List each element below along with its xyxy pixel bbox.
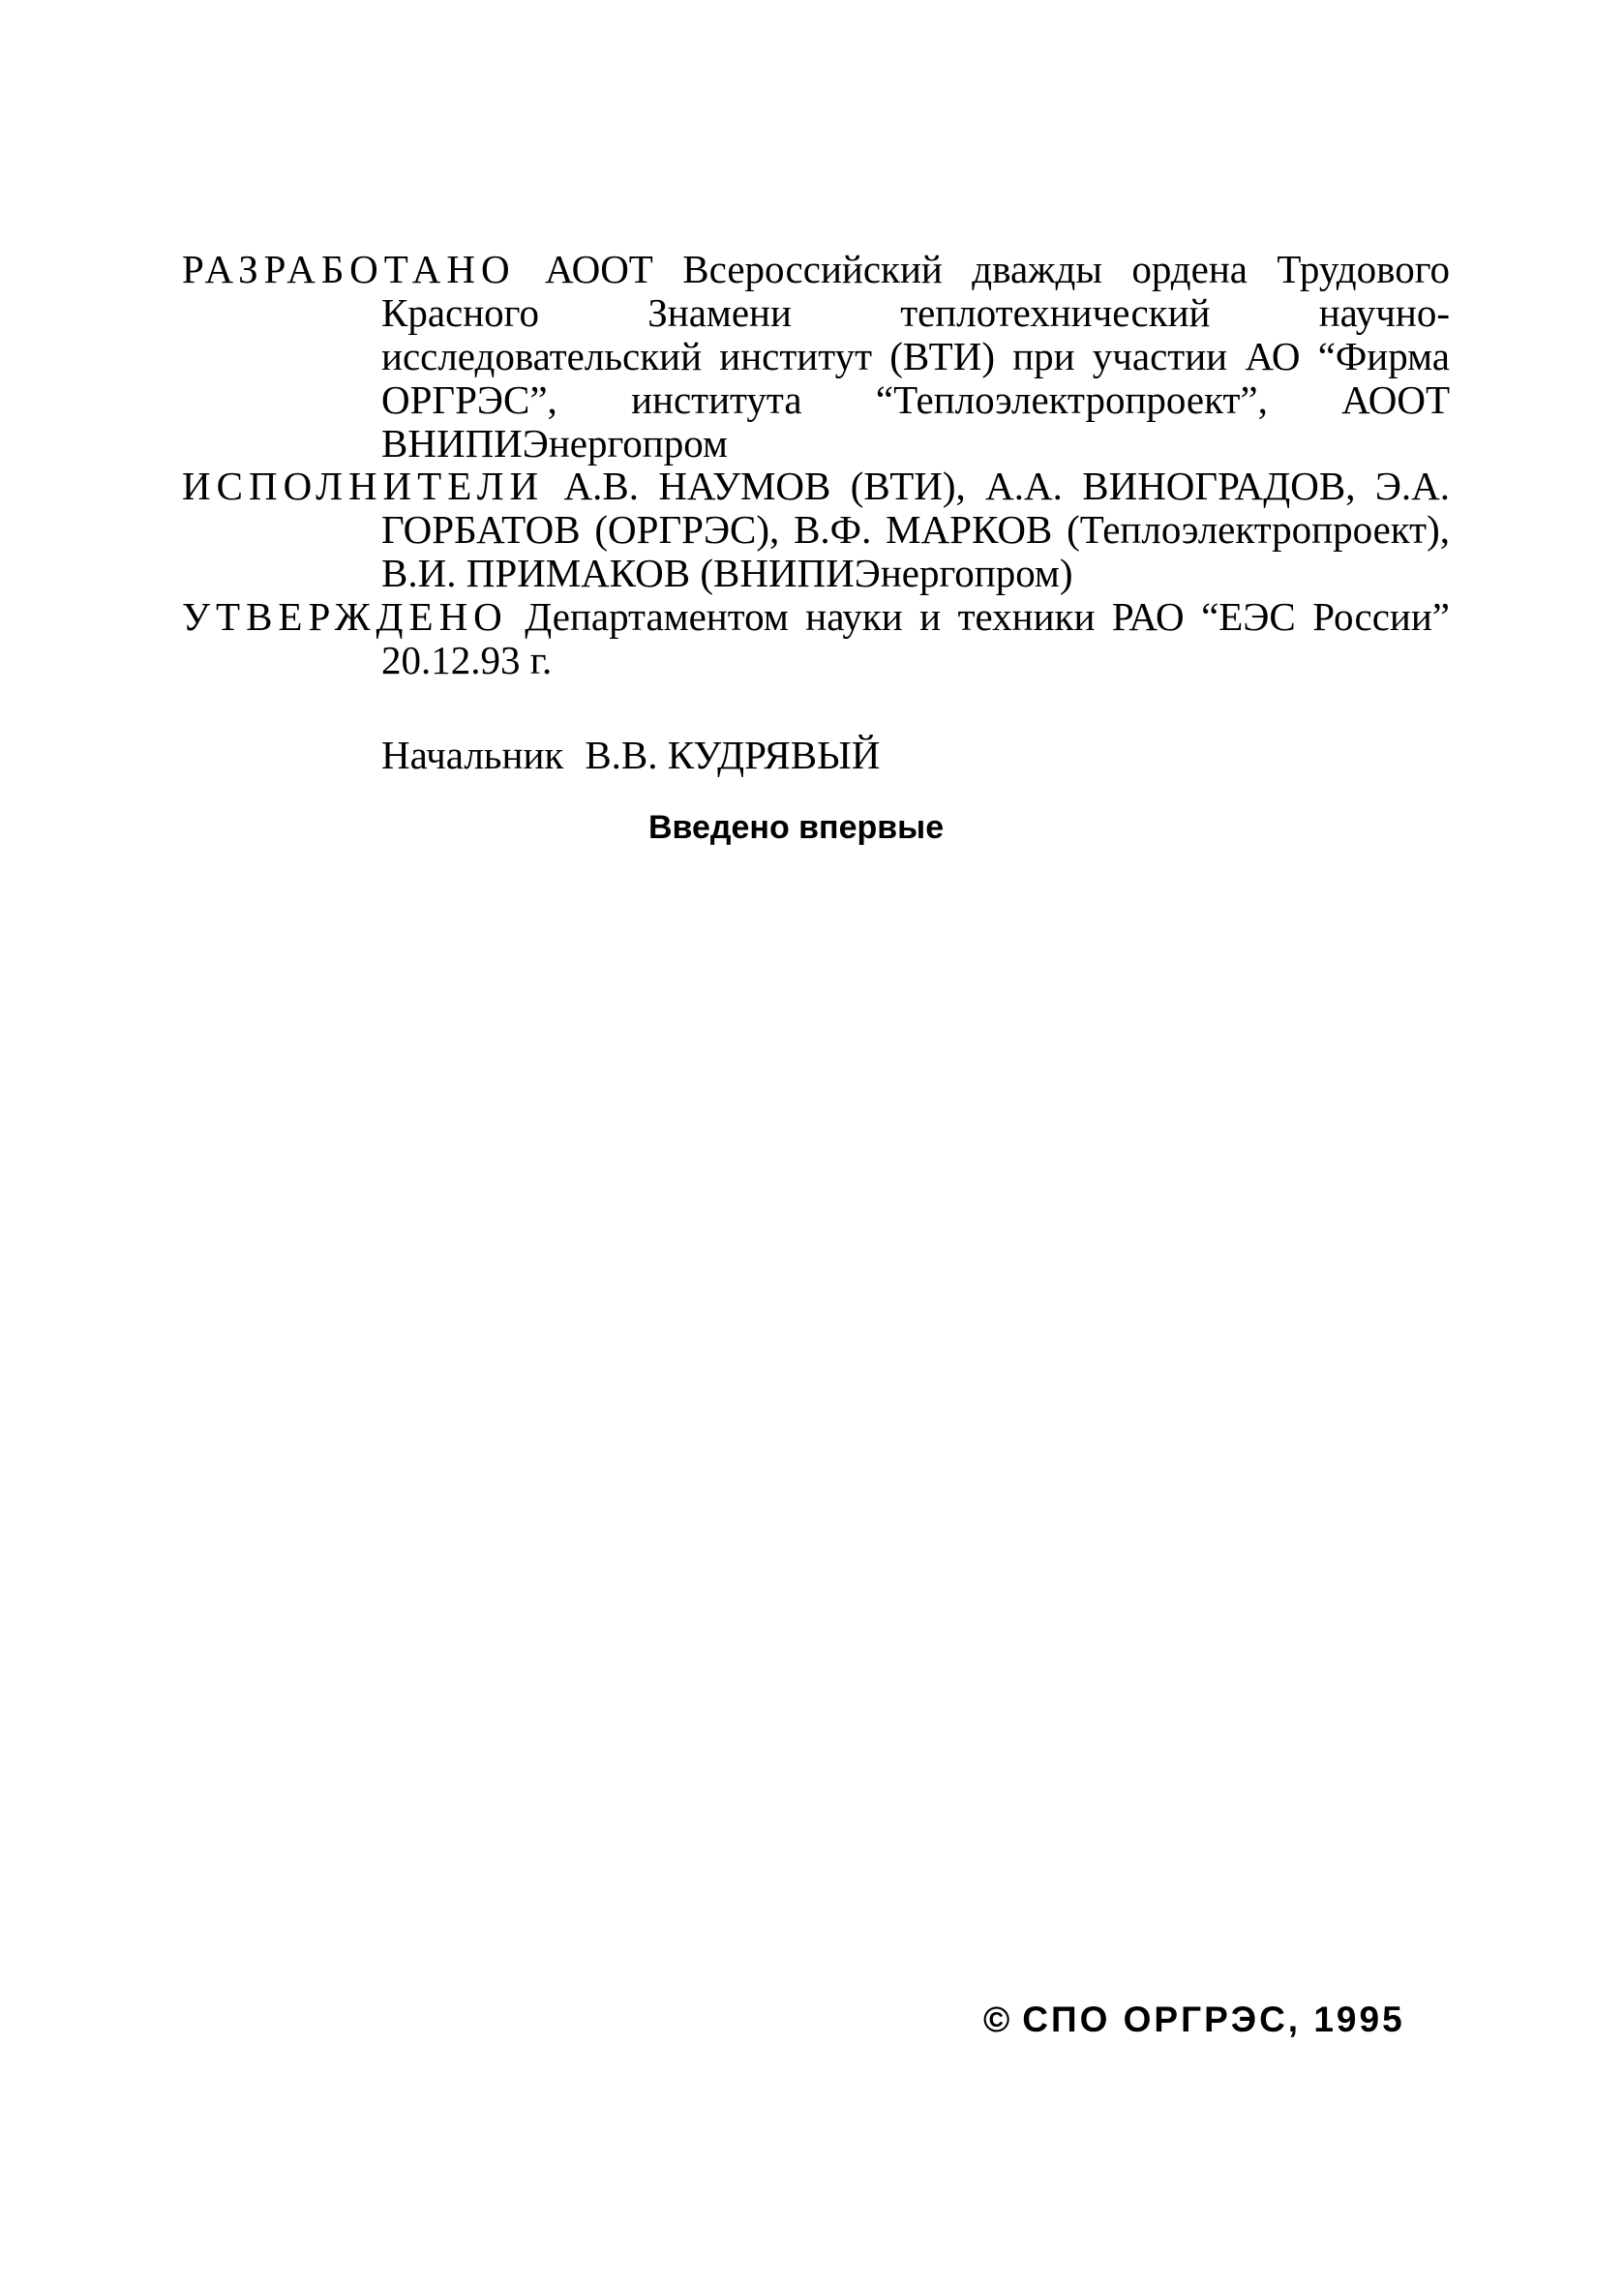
approved-label: УТВЕРЖДЕНО xyxy=(182,594,508,639)
introduced-note: Введено впервые xyxy=(648,809,945,846)
copyright-text: СПО ОРГРЭС, 1995 xyxy=(1022,2000,1405,2039)
developed-label: РАЗРАБОТАНО xyxy=(182,247,516,291)
executors-text: А.В. НАУМОВ (ВТИ), А.А. ВИНОГРАДОВ, Э.А. ГОРБАТОВ (ОРГРЭС), В.Ф. МАРКОВ (Теплоэлектропроект), В.И. ПРИМАКОВ (ВНИПИЭнергопром) xyxy=(381,464,1450,595)
copyright-icon: © xyxy=(983,2000,1013,2039)
executors-paragraph xyxy=(182,465,1450,595)
head-signature-line xyxy=(381,734,880,777)
developed-text: АООТ Всероссийский дважды ордена Трудового Красного Знамени теплотехнический научно-исследовательский институт (ВТИ) при участии АО “Фирма ОРГРЭС”, института “Теплоэлектропроект”, АООТ ВНИПИЭнергопром xyxy=(381,247,1451,466)
developed-section xyxy=(182,248,1450,466)
executors-label: ИСПОЛНИТЕЛИ xyxy=(182,464,545,508)
approved-text: Департаментом науки и техники РАО “ЕЭС России” 20.12.93 г. xyxy=(381,594,1450,682)
copyright-line xyxy=(983,2000,1405,2040)
approved-section xyxy=(182,595,1450,682)
executors-section xyxy=(182,465,1450,595)
approved-paragraph xyxy=(182,595,1450,682)
head-label: Начальник xyxy=(381,733,564,777)
developed-paragraph xyxy=(182,248,1450,466)
head-name: В.В. КУДРЯВЫЙ xyxy=(585,733,881,777)
